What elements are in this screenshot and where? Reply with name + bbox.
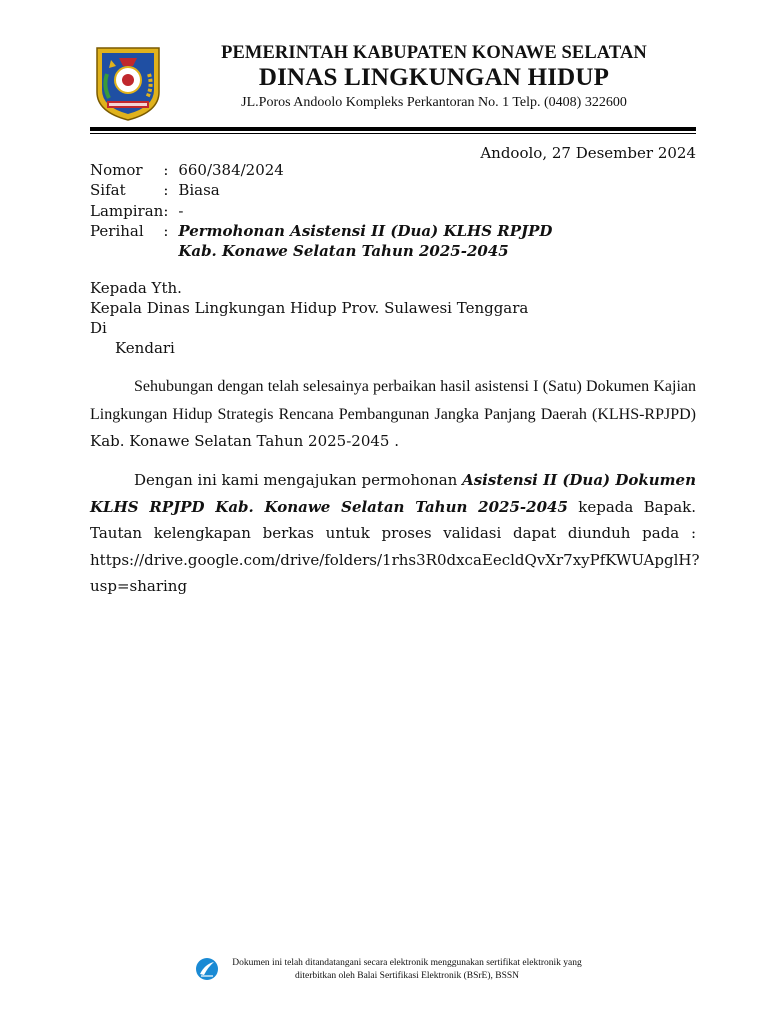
paragraph-2-indent bbox=[90, 471, 134, 489]
addressee-city: Kendari bbox=[115, 339, 175, 357]
e-signature-line-2: diterbitkan oleh Balai Sertifikasi Elektronik (BSrE), BSSN bbox=[294, 971, 519, 981]
paragraph-1-part-1: Sehubungan dengan telah selesainya perbaikan hasil asistensi I (Satu) Dokumen Kajian Lingkungan Hidup Strategis Rencana Pembangunan Jangka Panjang Daerah (KLHS-RPJPD) bbox=[90, 378, 696, 423]
subject-value bbox=[178, 221, 552, 262]
meta-row-sifat bbox=[90, 180, 552, 200]
meta-separator: : bbox=[163, 201, 169, 220]
addressee-di: Di bbox=[90, 319, 107, 337]
meta-separator: : bbox=[163, 221, 169, 240]
meta-row-lampiran bbox=[90, 201, 552, 221]
meta-value: Biasa bbox=[178, 181, 220, 200]
paragraph-1-indent bbox=[90, 377, 134, 395]
meta-label: Nomor bbox=[90, 161, 143, 179]
letterhead-rule-thick bbox=[90, 127, 696, 131]
konawe-selatan-emblem-icon bbox=[93, 44, 163, 122]
recipient: Kepala Dinas Lingkungan Hidup Prov. Sulawesi Tenggara bbox=[90, 299, 529, 317]
addressee-block bbox=[90, 278, 528, 358]
subject-line-1: Permohonan Asistensi II (Dua) KLHS RPJPD bbox=[178, 221, 553, 240]
office-address: JL.Poros Andoolo Kompleks Perkantoran No. 1 Telp. (0408) 322600 bbox=[241, 95, 627, 110]
paragraph-1 bbox=[90, 373, 696, 455]
paragraph-2-rest: kepada Bapak. Tautan kelengkapan berkas untuk proses validasi dapat diunduh pada : https://drive.google.com/drive/folders/1rhs3R0dxcaEecldQvXr7xyPfKWUApglH?usp=sharing bbox=[90, 497, 700, 595]
meta-row-nomor bbox=[90, 160, 552, 180]
meta-separator: : bbox=[163, 161, 169, 179]
e-signature-note bbox=[222, 957, 592, 983]
meta-label: Lampiran bbox=[90, 201, 164, 220]
e-signature-line-1: Dokumen ini telah ditandatangani secara elektronik menggunakan sertifikat elektronik yang bbox=[232, 958, 582, 968]
meta-value: 660/384/2024 bbox=[178, 161, 284, 179]
government-name: PEMERINTAH KABUPATEN KONAWE SELATAN bbox=[221, 43, 647, 63]
salutation: Kepada Yth. bbox=[90, 279, 182, 297]
bsre-signature-icon bbox=[195, 957, 219, 981]
paragraph-2-intro: Dengan ini kami mengajukan permohonan bbox=[134, 471, 463, 489]
meta-value: - bbox=[178, 201, 184, 220]
letterhead-rule-thin bbox=[90, 133, 696, 134]
letter-date: Andoolo, 27 Desember 2024 bbox=[480, 144, 696, 162]
subject-line-2: Kab. Konawe Selatan Tahun 2025-2045 bbox=[178, 242, 509, 261]
paragraph-2-emphasis: Asistensi II (Dua) Dokumen KLHS RPJPD Kab. Konawe Selatan Tahun 2025-2045 bbox=[90, 471, 696, 516]
meta-row-perihal bbox=[90, 221, 552, 262]
meta-label: Sifat bbox=[90, 181, 126, 200]
paragraph-2 bbox=[90, 467, 700, 600]
meta-separator: : bbox=[163, 181, 169, 200]
letterhead bbox=[170, 42, 698, 113]
paragraph-1-part-2: Kab. Konawe Selatan Tahun 2025-2045 . bbox=[90, 432, 399, 450]
meta-label: Perihal bbox=[90, 221, 144, 240]
department-name: DINAS LINGKUNGAN HIDUP bbox=[258, 64, 610, 91]
letter-meta bbox=[90, 160, 552, 261]
